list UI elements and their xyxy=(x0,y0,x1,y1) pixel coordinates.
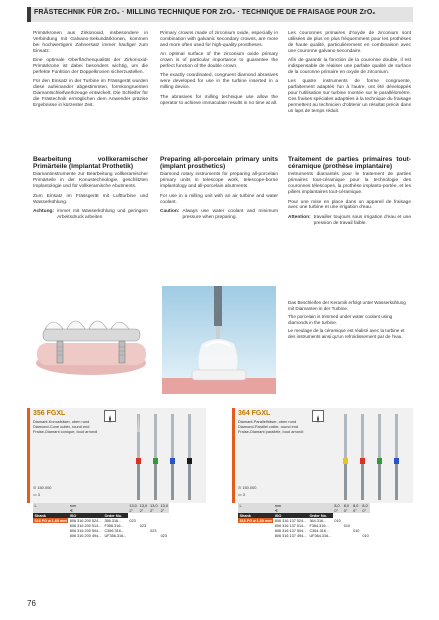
note-label: Achtung: xyxy=(33,208,55,214)
column-en-section xyxy=(160,156,278,221)
paragraph: Diamond rotary instruments for preparing all-porcelain primary units in telescope work, telescope-borne implantology and all-porcelain abutments. xyxy=(160,172,278,190)
note-label: Attention: xyxy=(288,214,311,220)
paragraph: Diamantinstrumente zur Bearbeitung vollkeramischer Primärteile in der Konustechnologie, geschlitzten Implantologie und für vollkeramische Abutments. xyxy=(33,172,148,190)
col-mm-header: mm xyxy=(273,503,333,508)
desc-fr: Fraise-Diamant parallèle, bout arrondi xyxy=(238,428,304,434)
size-cell: 010 xyxy=(362,533,369,538)
rpm-icon: ⊙ xyxy=(33,485,38,490)
L-value: 13,0 xyxy=(139,503,148,508)
iso-number: 806 316 137 524... xyxy=(274,518,307,523)
bur-set-356 xyxy=(127,412,206,504)
ring-red-1 xyxy=(136,458,141,464)
size-cell: 023 xyxy=(160,533,167,538)
caption-de: Das Beschleifen der Keramik erfolgt unter Wasserkühlung mit Diamanten in der Turbine. xyxy=(288,300,406,311)
angle-value: 2° xyxy=(138,508,148,513)
paragraph: The abrasives for milling technique use allow the operator to achieve immaculate results in no time at all. xyxy=(160,94,278,106)
iso-number: 806 316 137 504... xyxy=(274,528,307,533)
turbine-grinding-graphic xyxy=(162,286,276,394)
L-value: 13,0 xyxy=(160,503,168,508)
shank-value: 316 FG ⌀ 1,60 mm xyxy=(34,519,67,523)
column-de-section xyxy=(33,156,148,221)
note-text: immer mit Wasserkühlung und geringem Arbeitsdruck arbeiten xyxy=(57,208,148,220)
column-en xyxy=(160,31,278,110)
product-code: 364 FGXL xyxy=(238,410,271,417)
L-value: 8,0 xyxy=(361,503,370,508)
desc-de: Diamant-Parallelfräser, oben rund xyxy=(238,419,297,424)
angle-value: 0° xyxy=(352,508,361,513)
panel-accent xyxy=(27,408,30,503)
iso-header: ISO xyxy=(68,513,103,518)
note-label: Caution: xyxy=(160,208,180,214)
col-L-header: L xyxy=(238,503,273,508)
desc-en: Diamond-Parallel cutter, round end xyxy=(238,423,299,429)
iso-header: ISO xyxy=(273,513,308,518)
paragraph: Pour une mise en place dans un appareil de fraisage avec une turbine et une irrigation d'eau. xyxy=(288,199,411,211)
column-fr xyxy=(288,31,411,118)
angle-value: 0° xyxy=(361,508,370,513)
pack-icon: ▭ xyxy=(238,492,243,497)
L-value: 13,0 xyxy=(129,503,137,508)
size-cell: 023 xyxy=(129,518,136,523)
size-cell: 010 xyxy=(353,528,360,533)
turbine-icon xyxy=(104,410,116,422)
iso-number: 806 316 200 514... xyxy=(69,523,102,528)
order-number: UF356.316... xyxy=(104,533,127,538)
page-number: 76 xyxy=(27,599,36,608)
iso-number: 806 316 200 524... xyxy=(69,518,102,523)
turbine-icon xyxy=(312,410,324,422)
pack-row xyxy=(33,493,40,498)
header-accent xyxy=(27,7,31,22)
angle-value: 2° xyxy=(149,508,159,513)
caution-note xyxy=(288,215,411,227)
paragraph: Instruments diamantés pour le traitement de parties primaires tout-céramique pour la technologie des couronnes télescopes, la prothèse implanto-portée, et les piliers implantaires tout-céramique. xyxy=(288,172,411,196)
rpm-icon: ⊙ xyxy=(238,485,243,490)
size-cell: 010 xyxy=(343,523,351,528)
product-code: 356 FGXL xyxy=(33,410,66,417)
bur-set-364 xyxy=(334,412,413,504)
angle-value: 2° xyxy=(128,508,138,513)
panel-accent xyxy=(232,408,235,503)
order-number: C356.316... xyxy=(104,528,125,533)
caption-fr: Le meulage de la céramique est réalisé avec la turbine et des instruments ainsi qu'un refroidissement par de l'eau. xyxy=(288,328,405,339)
iso-number: 806 316 137 494... xyxy=(274,533,307,538)
caption-block xyxy=(288,300,411,343)
size-cell: 023 xyxy=(150,528,157,533)
paragraph: Primärkronen aus Zirkonoxid, insbesondere in Verbindung mit Galvano-Sekundärkronen, kommen bei hochwertigem Zahnersatz immer häufiger zum Einsatz. xyxy=(33,31,148,54)
L-value: 13,0 xyxy=(150,503,158,508)
order-number: UF364.316... xyxy=(309,533,332,538)
rpm-row xyxy=(238,486,256,491)
size-table-356 xyxy=(33,503,169,538)
paragraph: For use in a milling unit with an air turbine and water coolant. xyxy=(160,193,278,205)
caution-note xyxy=(160,209,278,221)
shank-label: Shank xyxy=(238,513,273,518)
order-number: 356.316... xyxy=(104,518,122,523)
section-heading: Bearbeitung vollkeramischer Primärteile (Implantat Prothetik) xyxy=(33,156,148,171)
implant-bridge-illustration xyxy=(33,293,150,383)
note-text: travailler toujours sous irrigation d'eau et une pression de travail faible. xyxy=(313,214,411,226)
angle-value: 0° xyxy=(342,508,351,513)
paragraph: Für den Einsatz in der Turbine im Frässgerät wurden diese aufeinander abgestimmten, formkongruenten Diamantschleifwerkzeuge entwickelt. Die Schleifer für die Frästechnik ermöglichen dem Anwender präzise Ergebnisse in kürzester Zeit. xyxy=(33,79,148,108)
iso-number: 806 316 137 514... xyxy=(274,523,307,528)
order-number: 364.316... xyxy=(309,518,327,523)
L-value: 8,0 xyxy=(333,503,342,508)
L-value: 8,0 xyxy=(342,503,351,508)
caption-en: The porcelain is trimmed under water coolant using diamonds in the turbine. xyxy=(288,314,393,325)
col-mm-header: mm xyxy=(68,503,128,508)
paragraph: An optimal surface of the zirconium oxide primary crown is of particular importance to guarantee the perfect function of the double crown. xyxy=(160,52,278,70)
paragraph: Afin de garantir la fonction de la couronne double, il est indispensable de réaliser une parfaite qualité de surface de la couronne primaire en oxyde de zirconium. xyxy=(288,58,411,75)
pack-value: 3 xyxy=(242,492,245,497)
pack-value: 3 xyxy=(37,492,40,497)
shank-label: Shank xyxy=(33,513,68,518)
paragraph: The exactly coordinated, congruent diamond abrasives were developed for use in the turbine inserted in a milling device. xyxy=(160,73,278,91)
page-title: FRÄSTECHNIK FÜR ZrO₂ · MILLING TECHNIQUE FOR ZrO₂ · TECHNIQUE DE FRAISAGE POUR ZrO₂ xyxy=(34,9,376,16)
shank-value: 316 FG ⌀ 1,60 mm xyxy=(239,519,272,523)
order-header: Order No. xyxy=(103,513,128,518)
size-cell: 010 xyxy=(334,518,341,523)
L-value: 8,0 xyxy=(352,503,361,508)
desc-de: Diamant-Konusfräser, oben rund xyxy=(33,419,90,424)
desc-en: Diamond-Cone cutter, round end xyxy=(33,423,90,429)
pack-icon: ▭ xyxy=(33,492,38,497)
paragraph: Les couronnes primaires d'oxyde de zirconium sont utilisées de plus en plus fréquemment pour les prothèses de haute qualité, particulièrement en combinaison avec une couronne galvano secondaire. xyxy=(288,31,411,54)
desc-fr: Fraise-Diamant conique, bout arrondi xyxy=(33,428,98,434)
bur-graphic xyxy=(127,412,206,504)
note-text: Always use water coolant and minimum pressure when preparing. xyxy=(182,208,278,220)
order-number: F364.316... xyxy=(309,523,329,528)
col-L-header: L xyxy=(33,503,68,508)
order-number: F356.316... xyxy=(104,523,124,528)
paragraph: Primary crowns made of zirconium oxide, especially in combination with galvanic secondary crowns, are more and more often used for high-quality prostheses. xyxy=(160,31,278,48)
section-heading: Preparing all-porcelain primary units (implant prosthetics) xyxy=(160,156,278,171)
column-de xyxy=(33,31,148,112)
order-number: C364.316... xyxy=(309,528,330,533)
rpm-value: 150.000 xyxy=(37,485,52,490)
size-cell: 023 xyxy=(139,523,147,528)
bur-graphic xyxy=(334,412,413,504)
col-angle-header: ∢ xyxy=(68,508,128,513)
iso-number: 806 316 200 504... xyxy=(69,528,102,533)
size-table-364 xyxy=(238,503,370,538)
col-angle-header: ∢ xyxy=(273,508,333,513)
implant-bridge-graphic xyxy=(33,293,150,383)
angle-value: 0° xyxy=(333,508,342,513)
paragraph: Les quatre instruments de forme congruente, parfaitement adaptés l'un à l'autre, ont été développés pour l'utilisation sur turbine montée sur le parallélomètre. Ces fraises spéciales adaptées à la technique du fraisage permettent au technicien d'obtenir un résultat précis dans un laps de temps réduit. xyxy=(288,79,411,114)
turbine-grinding-photo xyxy=(162,286,276,394)
angle-value: 2° xyxy=(159,508,169,513)
iso-number: 806 316 200 494... xyxy=(69,533,102,538)
rpm-value: 150.000 xyxy=(242,485,257,490)
caution-note xyxy=(33,209,148,221)
order-header: Order No. xyxy=(308,513,333,518)
section-heading: Traitement de parties primaires tout-céramique (prothèse implantaire) xyxy=(288,156,411,171)
paragraph: Zum Einsatz im Frässgerät mit Luftturbine und Wasserkühlung. xyxy=(33,193,148,205)
column-fr-section xyxy=(288,156,411,227)
paragraph: Eine optimale Oberflächenqualität der Zirkonoxid-Primärkrone ist dabei besonders wichtig, um die perfekte Funktion der Doppelkronen sicherzustellen. xyxy=(33,58,148,75)
rpm-row xyxy=(33,486,51,491)
pack-row xyxy=(238,493,245,498)
